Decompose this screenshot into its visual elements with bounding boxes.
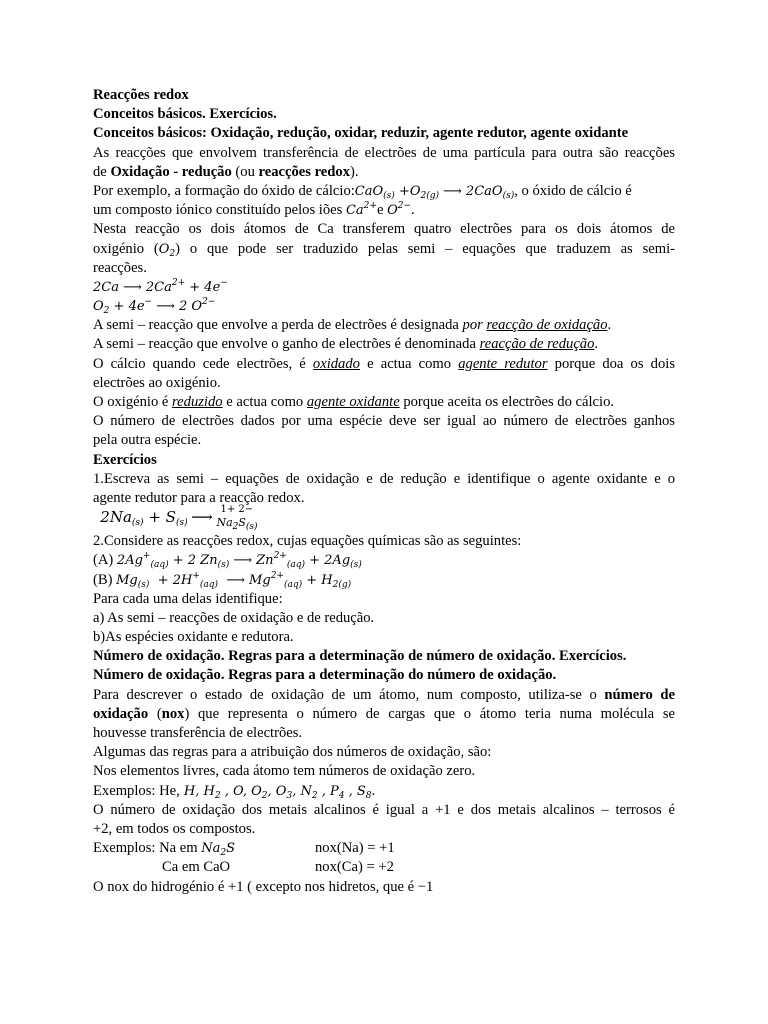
paragraph-7: O oxigénio é reduzido e actua como agente oxidante porque aceita os electrões do cálcio. [93,394,615,410]
title-reaccoes-redox: Reacções redox [93,87,189,103]
paragraph-3-line-1: Nesta reacção os dois átomos de Ca transferem quatro electrões para os dois átomos de [93,221,675,238]
paragraph-2-line-1: Por exemplo, a formação do óxido de cálcio:CaO$_{(s)}$ $+O_{2(g)}$ ⟶ 2CaO$_{(s)}$, o óxido de cálcio é [93,182,632,201]
paragraph-6-line-1: O cálcio quando cede electrões, é oxidado e actua como agente redutor porque doa os dois [93,355,675,372]
paragraph-2-line-2: um composto iónico constituído pelos iões $Ca^{2+}e$ $O^{2-}$. [93,201,415,219]
subtitle-conceitos: Conceitos básicos. Exercícios. [93,106,277,123]
paragraph-4: A semi – reacção que envolve a perda de electrões é designada por reacção de oxidação. [93,317,612,334]
nox-heading-1: Número de oxidação. Regras para a determinação de número de oxidação. Exercícios. [93,648,627,665]
nox-heading-2: Número de oxidação. Regras para a determinação do número de oxidação. [93,667,557,684]
exercises-heading: Exercícios [93,451,157,468]
paragraph-1-line-1: As reacções que envolvem transferência de electrões de uma partícula para outra são reacções [93,144,675,161]
exercise-1-equation: $2Na_{(s)} + S_{(s)}$ ⟶ 1+ 2− $Na_2S_{(s)}$ [100,504,258,533]
exercise-2-question: Para cada uma delas identifique: [93,590,283,607]
paragraph-3-line-2: oxigénio $(O_2)$ o que pode ser traduzido pelas semi – equações que traduzem as semi- [93,240,675,259]
section-heading-conceitos: Conceitos básicos: Oxidação, redução, oxidar, reduzir, agente redutor, agente oxidante [93,125,629,142]
equation-cao-formation: $CaO_{(s)} +O_{2(g)}$ ⟶ 2CaO$_{(s)}$ [354,183,515,201]
exercise-2-question-b: b)As espécies oxidante e redutora. [93,629,294,646]
paragraph-15: Ca em CaO nox(Ca) = +2 [162,859,394,876]
document-body [93,86,675,897]
paragraph-10: Algumas das regras para a atribuição dos números de oxidação, são: [93,744,492,761]
paragraph-3-line-3: reacções. [93,259,147,276]
paragraph-9-line-2: oxidação (nox) que representa o número de cargas que o átomo teria numa molécula se [93,705,675,722]
exercise-1-line-2: agente redutor para a reacção redox. [93,489,305,506]
exercise-1-line-1: 1.Escreva as semi – equações de oxidação e de redução e identifique o agente oxidante e o [93,470,675,487]
half-equation-oxidation: 2Ca ⟶ $2Ca^{2+} + 4e^-$ [93,277,228,295]
paragraph-12: Exemplos: He, H, $H_2$ , O, $O_2$, $O_3$, $N_2$ , $P_4$ , $S_8$. [93,782,376,801]
paragraph-8-line-2: pela outra espécie. [93,432,202,449]
exercise-2-equation-b: (B) $Mg_{(s)} + 2H^+_{(aq)}$ ⟶ $Mg^{2+}_{(aq)} + H_{2(g)}$ [93,570,352,590]
paragraph-5: A semi – reacção que envolve o ganho de electrões é denominada reacção de redução. [93,336,599,353]
exercise-2-equation-a: (A) $2Ag^+_{(aq)} + 2$ $Zn_{(s)}$ ⟶ $Zn^{2+}_{(aq)} + 2Ag_{(s)}$ [93,551,362,571]
paragraph-6-line-2: electrões ao oxigénio. [93,374,221,391]
paragraph-13-line-1: O número de oxidação dos metais alcalinos é igual a +1 e dos metais alcalinos – terrosos é [93,801,675,818]
paragraph-8-line-1: O número de electrões dados por uma espécie deve ser igual ao número de electrões ganhos [93,413,675,430]
paragraph-9-line-1: Para descrever o estado de oxidação de um átomo, num composto, utiliza-se o número de [93,686,675,703]
paragraph-16: O nox do hidrogénio é +1 ( excepto nos hidretos, que é −1 [93,878,434,895]
paragraph-1-line-2: de Oxidação - redução (ou reacções redox). [93,163,359,180]
na2s-product: 1+ 2− $Na_2S_{(s)}$ [216,504,258,533]
half-equation-reduction: $O_2 + 4e^-$ ⟶ 2 $O^{2-}$ [93,297,216,317]
paragraph-9-line-3: houvesse transferência de electrões. [93,725,303,741]
paragraph-11: Nos elementos livres, cada átomo tem números de oxidação zero. [93,763,476,780]
paragraph-14: Exemplos: Na em $Na_2S$ nox(Na) = +1 [93,840,395,859]
exercise-2-question-a: a) As semi – reacções de oxidação e de redução. [93,609,375,626]
exercise-2-intro: 2.Considere as reacções redox, cujas equações químicas são as seguintes: [93,533,522,550]
paragraph-13-line-2: +2, em todos os compostos. [93,820,256,837]
